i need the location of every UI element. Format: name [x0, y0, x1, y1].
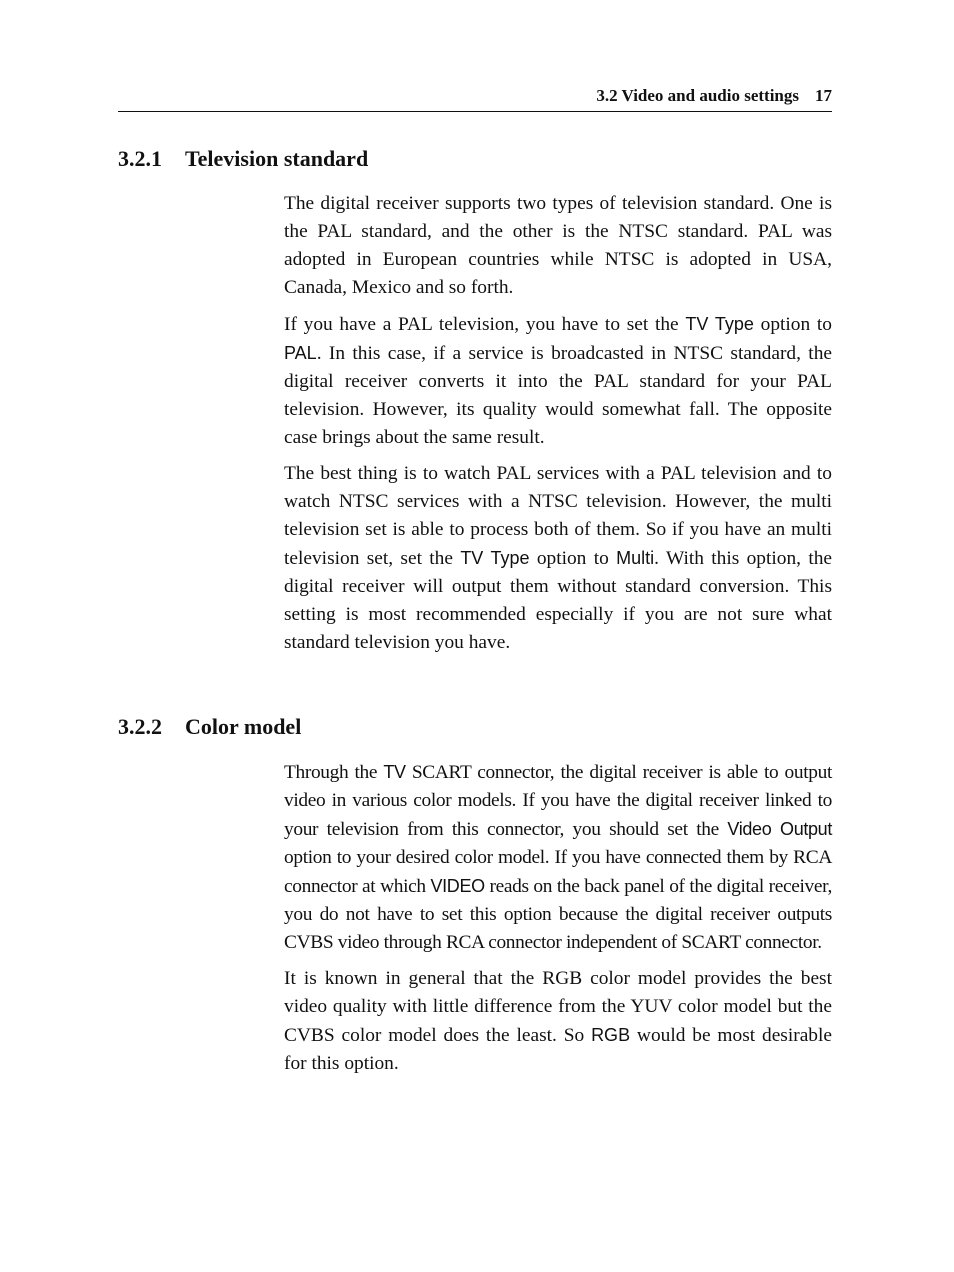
section-number: 3.2.1: [118, 146, 162, 171]
option-name: Video Output: [727, 819, 832, 839]
page-number: 17: [815, 86, 832, 105]
option-value: RGB: [591, 1025, 631, 1045]
paragraph: The best thing is to watch PAL services with a PAL television and to watch NTSC services with a NTSC television. However, the multi television set is able to process both of them. So if you have an multi television set, set the TV Type option to Multi. With this option, the digital receiver will output them without standard conversion. This setting is most recommended especially if you are not sure what standard television you have.: [284, 463, 833, 653]
section-title: Television standard: [185, 146, 369, 171]
section-body-color-model: [284, 758, 832, 1086]
option-value: PAL: [284, 343, 317, 363]
option-name: TV Type: [685, 314, 754, 334]
header-title: 3.2 Video and audio settings: [596, 86, 799, 105]
option-name: TV Type: [460, 548, 530, 568]
paragraph: If you have a PAL television, you have to set the TV Type option to PAL. In this case, if a service is broadcasted in NTSC standard, the digital receiver converts it into the PAL standard for your PAL television. However, its quality would somewhat fall. The opposite case brings about the same result.: [284, 314, 832, 448]
paragraph: Through the TV SCART connector, the digital receiver is able to output video in various color models. If you have the digital receiver linked to your television from this connector, you should set the Video Output option to your desired color model. If you have connected them by RCA connector at which VIDEO reads on the back panel of the digital receiver, you do not have to set this option because the digital receiver outputs CVBS video through RCA connector independent of SCART connector.: [284, 762, 832, 953]
paragraph: The digital receiver supports two types of television standard. One is the PAL standard, and the other is the NTSC standard. PAL was adopted in European countries while NTSC is adopted in USA, Canada, Mexico and so forth.: [284, 193, 832, 298]
section-heading-color-model: [118, 714, 832, 740]
section-body-television-standard: [284, 190, 832, 665]
connector-name: TV: [383, 762, 406, 782]
connector-label: VIDEO: [430, 876, 485, 896]
option-value: Multi: [616, 548, 655, 568]
section-number: 3.2.2: [118, 714, 162, 739]
section-heading-television-standard: [118, 146, 832, 172]
section-title: Color model: [185, 714, 302, 739]
running-header: [118, 86, 832, 112]
paragraph: It is known in general that the RGB color model provides the best video quality with little difference from the YUV color model but the CVBS color model does the least. So RGB would be most desirable for this option.: [284, 968, 832, 1074]
